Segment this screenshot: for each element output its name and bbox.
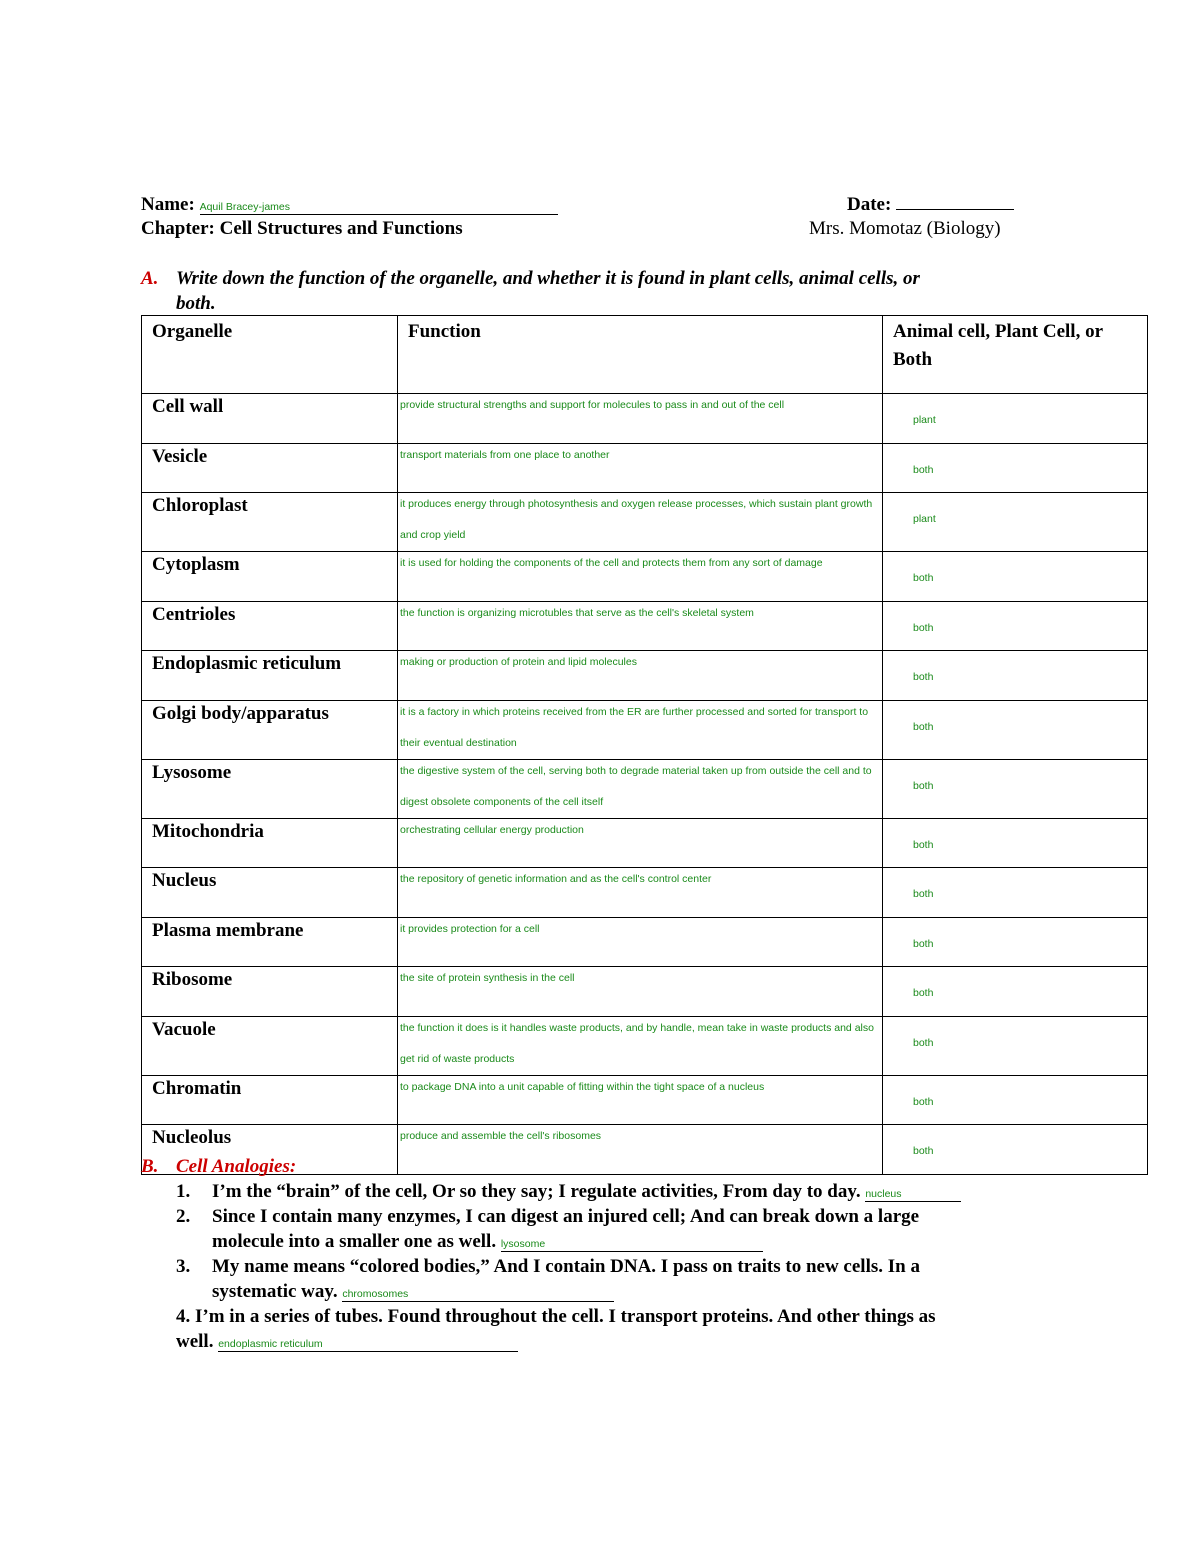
answer-field[interactable]: lysosome [501,1235,763,1252]
function-cell[interactable] [398,700,883,759]
table-row [142,552,1148,602]
cell-type-answer: both [913,1036,934,1049]
analogy-text: My name means “colored bodies,” And I contain DNA. I pass on traits to new cells. In a [212,1256,920,1277]
organelle-name: Endoplasmic reticulum [142,651,398,701]
analogy-text: I’m the “brain” of the cell, Or so they say; I regulate activities, From day to day. [212,1181,861,1202]
cell-type-cell[interactable] [883,651,1148,701]
analogy-item-2: 2. Since I contain many enzymes, I can digest an injured cell; And can break down a large molecule into a smaller one as well. lysosome [141,1204,1071,1254]
function-answer: it is used for holding the components of the cell and protects them from any sort of damage [400,557,823,569]
instruction-line-1: Write down the function of the organelle, and whether it is found in plant cells, animal cells, or [176,268,920,289]
organelle-name: Nucleolus [142,1125,398,1175]
name-line [141,194,558,216]
organelle-table [141,315,1148,1175]
cell-type-answer: both [913,1145,934,1157]
organelle-name: Vacuole [142,1016,398,1075]
table-row [142,443,1148,493]
cell-type-cell[interactable] [883,868,1148,918]
table-row [142,1075,1148,1125]
organelle-name: Cytoplasm [142,552,398,602]
organelle-name: Cell wall [142,394,398,444]
function-cell[interactable] [398,1016,883,1075]
function-answer: transport materials from one place to another [400,448,610,461]
table-row [142,967,1148,1017]
analogy-item-4: 4. I’m in a series of tubes. Found throughout the cell. I transport proteins. And other things as well. endoplasmic reticulum [176,1306,936,1352]
column-header-function: Function [398,316,883,394]
cell-type-answer: both [913,888,934,900]
function-answer: provide structural strengths and support for molecules to pass in and out of the cell [400,399,785,411]
date-label: Date: [847,194,892,215]
cell-type-answer: both [913,671,934,683]
function-answer: it provides protection for a cell [400,922,540,935]
function-cell[interactable] [398,443,883,493]
function-answer: it is a factory in which proteins received from the ER are further processed and sorted for transport to their eventual destination [400,705,869,749]
column-header-organelle: Organelle [142,316,398,394]
cell-type-answer: both [913,1095,934,1108]
function-cell[interactable] [398,759,883,818]
function-answer: the function is organizing microtubles that serve as the cell's skeletal system [400,606,754,619]
analogy-item-1: 1. I’m the “brain” of the cell, Or so they say; I regulate activities, From day to day. nucleus [141,1179,1071,1204]
name-label: Name: [141,194,195,215]
analogy-text: I’m in a series of tubes. Found throughout the cell. I transport proteins. And other things as [195,1306,936,1327]
table-row [142,601,1148,651]
name-field[interactable] [200,198,558,215]
section-b [141,1154,1071,1354]
date-line [847,194,1014,216]
table-row [142,1016,1148,1075]
organelle-name: Plasma membrane [142,917,398,967]
table-row [142,493,1148,552]
cell-type-answer: plant [913,414,936,426]
answer-field[interactable]: endoplasmic reticulum [218,1335,518,1352]
organelle-name: Mitochondria [142,818,398,868]
cell-type-answer: plant [913,513,936,525]
organelle-name: Chromatin [142,1075,398,1125]
cell-type-answer: both [913,572,934,584]
function-answer: making or production of protein and lipid molecules [400,656,637,668]
function-cell[interactable] [398,651,883,701]
organelle-name: Lysosome [142,759,398,818]
function-cell[interactable] [398,493,883,552]
cell-type-answer: both [913,838,934,851]
cell-type-cell[interactable] [883,1016,1148,1075]
section-a-instruction [141,266,1041,316]
answer-field[interactable]: chromosomes [342,1285,614,1302]
date-field[interactable] [896,209,1014,210]
instruction-line-2: both. [176,293,216,314]
table-row [142,917,1148,967]
organelle-name: Nucleus [142,868,398,918]
cell-type-cell[interactable] [883,759,1148,818]
function-cell[interactable] [398,967,883,1017]
cell-type-cell[interactable] [883,917,1148,967]
cell-type-cell[interactable] [883,394,1148,444]
answer-field[interactable]: nucleus [865,1185,961,1202]
cell-type-cell[interactable] [883,443,1148,493]
table-header-row [142,316,1148,394]
function-answer: to package DNA into a unit capable of fitting within the tight space of a nucleus [400,1080,765,1093]
organelle-name: Centrioles [142,601,398,651]
function-cell[interactable] [398,917,883,967]
name-value: Aquil Bracey-james [199,201,291,213]
table-row [142,700,1148,759]
analogy-text: Since I contain many enzymes, I can digest an injured cell; And can break down a large [212,1206,920,1227]
chapter-title: Chapter: Cell Structures and Functions [141,218,463,239]
cell-type-answer: both [913,987,934,999]
organelle-name: Golgi body/apparatus [142,700,398,759]
section-b-title: B. Cell Analogies: [141,1156,297,1177]
cell-type-answer: both [913,463,934,476]
function-cell[interactable] [398,552,883,602]
organelle-name: Chloroplast [142,493,398,552]
function-answer: the function it does is it handles waste products, and by handle, mean take in waste products and also get rid of waste products [400,1021,874,1065]
table-row [142,394,1148,444]
function-cell[interactable] [398,1075,883,1125]
cell-type-cell[interactable] [883,967,1148,1017]
column-header-cell-type: Animal cell, Plant Cell, or Both [883,316,1148,394]
cell-type-cell[interactable] [883,552,1148,602]
cell-type-answer: both [913,621,934,634]
analogy-item-3: 3. My name means “colored bodies,” And I contain DNA. I pass on traits to new cells. In a systematic way. chromosomes [141,1254,1071,1304]
function-cell[interactable] [398,601,883,651]
function-cell[interactable] [398,394,883,444]
function-answer: produce and assemble the cell's ribosomes [400,1130,602,1142]
function-cell[interactable] [398,868,883,918]
function-cell[interactable] [398,818,883,868]
function-answer: the site of protein synthesis in the cell [400,972,575,984]
cell-type-cell[interactable] [883,493,1148,552]
table-row [142,868,1148,918]
cell-type-answer: both [913,720,934,733]
cell-type-cell[interactable] [883,601,1148,651]
cell-type-cell[interactable] [883,700,1148,759]
table-row [142,651,1148,701]
function-answer: the digestive system of the cell, serving both to degrade material taken up from outside the cell and to digest obsolete components of the cell itself [400,764,872,808]
cell-type-answer: both [913,937,934,950]
cell-type-cell[interactable] [883,1075,1148,1125]
table-row [142,759,1148,818]
section-a-letter: A. [141,268,159,289]
function-answer: orchestrating cellular energy production [400,823,584,836]
cell-type-answer: both [913,779,934,792]
function-answer: it produces energy through photosynthesis and oxygen release processes, which sustain plant growth and crop yield [400,498,873,541]
organelle-name: Ribosome [142,967,398,1017]
teacher-name: Mrs. Momotaz (Biology) [809,218,1001,239]
table-row [142,818,1148,868]
function-answer: the repository of genetic information and as the cell's control center [400,873,712,885]
organelle-name: Vesicle [142,443,398,493]
cell-type-cell[interactable] [883,818,1148,868]
